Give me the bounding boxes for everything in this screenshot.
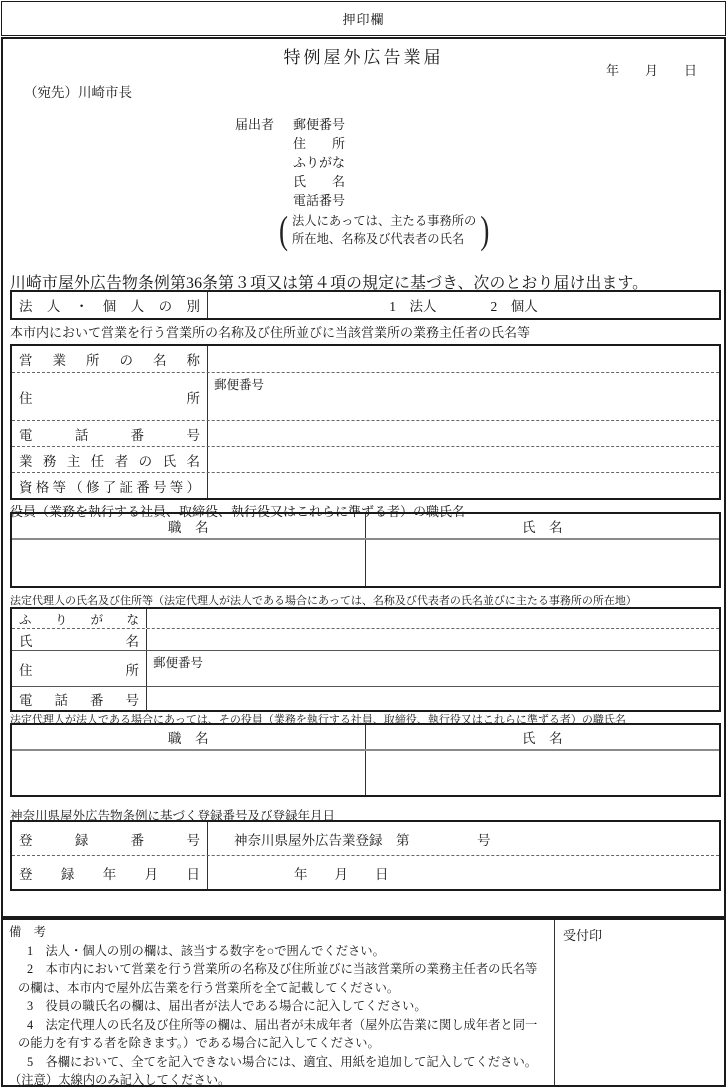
remark-line-3: 3 役員の職氏名の欄は、届出者が法人である場合に記入してください。: [27, 999, 427, 1013]
legal-rep-phone-label: 電話番号: [19, 692, 139, 708]
office-address-value-cell: [208, 373, 719, 420]
statement: 川崎市屋外広告物条例第36条第３項又は第４項の規定に基づき、次のとおり届け出ます。: [10, 275, 649, 292]
legal-rep-name-label-cell: [12, 629, 147, 650]
legal-rep-name-value-cell: [147, 629, 719, 650]
legal-rep-address-label-cell: [12, 651, 147, 686]
legal-rep-officers-title-col-cell: [12, 725, 366, 749]
officers-title-col-cell: [12, 514, 366, 538]
office-postal-label: 郵便番号: [214, 378, 265, 392]
office-phone-label-cell: [12, 421, 208, 446]
legal-rep-phone-value-cell: [147, 687, 719, 710]
officers-heading: 役員（業務を執行する社員、取締役、執行役又はこれらに準ずる者）の職氏名: [10, 504, 466, 519]
registration-number-label: 登録番号: [19, 832, 200, 848]
form-title: 特例屋外広告業届: [283, 48, 444, 67]
officers-name-value-cell: [366, 540, 720, 586]
corporate-note-line1: 法人にあっては、主たる事務所の: [292, 214, 477, 228]
registration-date-label: 登録年月日: [19, 866, 200, 882]
corporate-note-line2: 所在地、名称及び代表者の氏名: [292, 232, 465, 246]
submission-date: 年 月 日: [605, 63, 697, 78]
legal-rep-address-label: 住所: [19, 662, 139, 678]
declarant-postal-label: 郵便番号: [293, 117, 346, 132]
close-paren-icon: ): [480, 208, 490, 252]
registration-number-label-cell: [12, 822, 208, 855]
office-name-label: 営業所の名称: [19, 353, 200, 368]
declarant-name-label: 氏 名: [293, 174, 346, 189]
legal-rep-furigana-label-cell: [12, 609, 147, 628]
legal-rep-officers-name-value-cell: [366, 751, 720, 795]
office-phone-label: 電話番号: [19, 427, 200, 443]
entity-type-options: 1 法人 2 個人: [389, 299, 538, 314]
remark-line-4: 4 法定代理人の氏名及び住所等の欄は、届出者が未成年者（屋外広告業に関し成年者と同一: [27, 1017, 538, 1032]
legal-rep-name-label: 氏名: [19, 633, 139, 649]
entity-type-label: 法人・個人の別: [19, 299, 200, 314]
legal-rep-officers-table: [10, 723, 721, 797]
caution-line: （注意）太線内のみ記入してください。: [9, 1073, 231, 1087]
remark-line-5: 5 各欄において、全てを記入できない場合には、適宜、用紙を追加して記入してください。: [27, 1054, 538, 1069]
registration-date-value: 年 月 日: [294, 866, 389, 882]
main-form-box: [1, 37, 726, 918]
legal-rep-heading: 法定代理人の氏名及び住所等（法定代理人が法人である場合にあっては、名称及び代表者の氏名並びに主たる事務所の所在地）: [10, 595, 637, 607]
entity-type-table: [10, 290, 721, 320]
officers-name-col-cell: [366, 514, 720, 538]
remark-line-4-cont: の能力を有する者を除きます。）である場合に記入してください。: [18, 1036, 380, 1050]
remark-line-1: 1 法人・個人の別の欄は、該当する数字を○で囲んでください。: [27, 943, 385, 958]
office-manager-label: 業務主任者の氏名: [19, 453, 200, 469]
office-address-label: 住所: [19, 390, 200, 406]
declarant-label: 届出者: [235, 117, 275, 132]
legal-rep-furigana-label: ふりがな: [19, 612, 139, 627]
declarant-block: [235, 115, 490, 252]
registration-heading: 神奈川県屋外広告物条例に基づく登録番号及び登録年月日: [10, 809, 336, 823]
legal-rep-officers-name-col: 氏 名: [522, 731, 563, 746]
open-paren-icon: (: [279, 208, 288, 252]
seal-box-label: 押印欄: [342, 12, 385, 27]
office-phone-value-cell: [208, 421, 719, 446]
office-table: [10, 344, 721, 500]
registration-date-value-cell: [208, 856, 719, 889]
office-section-heading: 本市内において営業を行う営業所の名称及び住所並びに当該営業所の業務主任者の氏名等: [10, 325, 531, 340]
corporate-note: [235, 208, 490, 252]
remarks-box: [1, 918, 726, 1087]
registration-number-value-cell: [208, 822, 719, 855]
legal-rep-postal-label: 郵便番号: [153, 656, 204, 670]
remark-line-2: 2 本市内において営業を行う営業所の名称及び住所並びに当該営業所の業務主任者の氏名等: [27, 962, 538, 976]
officers-table: [10, 512, 721, 588]
officers-title-col: 職 名: [168, 520, 209, 535]
legal-rep-table: [10, 607, 721, 712]
addressee: （宛先）川崎市長: [24, 85, 132, 100]
seal-box: [1, 1, 726, 36]
remark-line-2-cont: の欄は、本市内で屋外広告業を行う営業所を全て記載してください。: [18, 980, 400, 995]
legal-rep-officers-name-col-cell: [366, 725, 720, 749]
office-address-label-cell: [12, 373, 208, 420]
registration-date-label-cell: [12, 856, 208, 889]
entity-type-options-cell: [208, 292, 719, 318]
office-name-label-cell: [12, 346, 208, 372]
remarks-title: 備 考: [9, 925, 46, 939]
registration-number-value: 神奈川県屋外広告業登録 第 号: [234, 832, 491, 848]
office-qualification-label-cell: [12, 473, 208, 498]
legal-rep-officers-heading: 法定代理人が法人である場合にあっては、その役員（業務を執行する社員、取締役、執行役又はこれらに準ずる者）の職氏名: [10, 714, 626, 726]
declarant-address-label: 住 所: [293, 136, 346, 151]
office-name-value-cell: [208, 346, 719, 372]
office-qualification-label: 資格等（修了証番号等）: [19, 479, 200, 495]
office-manager-label-cell: [12, 447, 208, 472]
entity-type-label-cell: [12, 292, 208, 318]
declarant-phone-label: 電話番号: [293, 193, 346, 208]
declarant-postal-row: [235, 115, 489, 134]
officers-title-value-cell: [12, 540, 366, 586]
officers-name-col: 氏 名: [522, 520, 563, 535]
legal-rep-furigana-value-cell: [147, 609, 719, 628]
legal-rep-phone-label-cell: [12, 687, 147, 710]
reception-stamp-cell: [554, 920, 724, 1085]
reception-stamp-label: 受付印: [563, 928, 603, 943]
office-manager-value-cell: [208, 447, 719, 472]
legal-rep-officers-title-col: 職 名: [168, 731, 209, 746]
declarant-furigana-label: ふりがな: [293, 155, 346, 170]
legal-rep-address-value-cell: [147, 651, 719, 686]
remarks-cell: [3, 920, 554, 1085]
registration-table: [10, 820, 721, 891]
legal-rep-officers-title-value-cell: [12, 751, 366, 795]
office-qualification-value-cell: [208, 473, 719, 498]
